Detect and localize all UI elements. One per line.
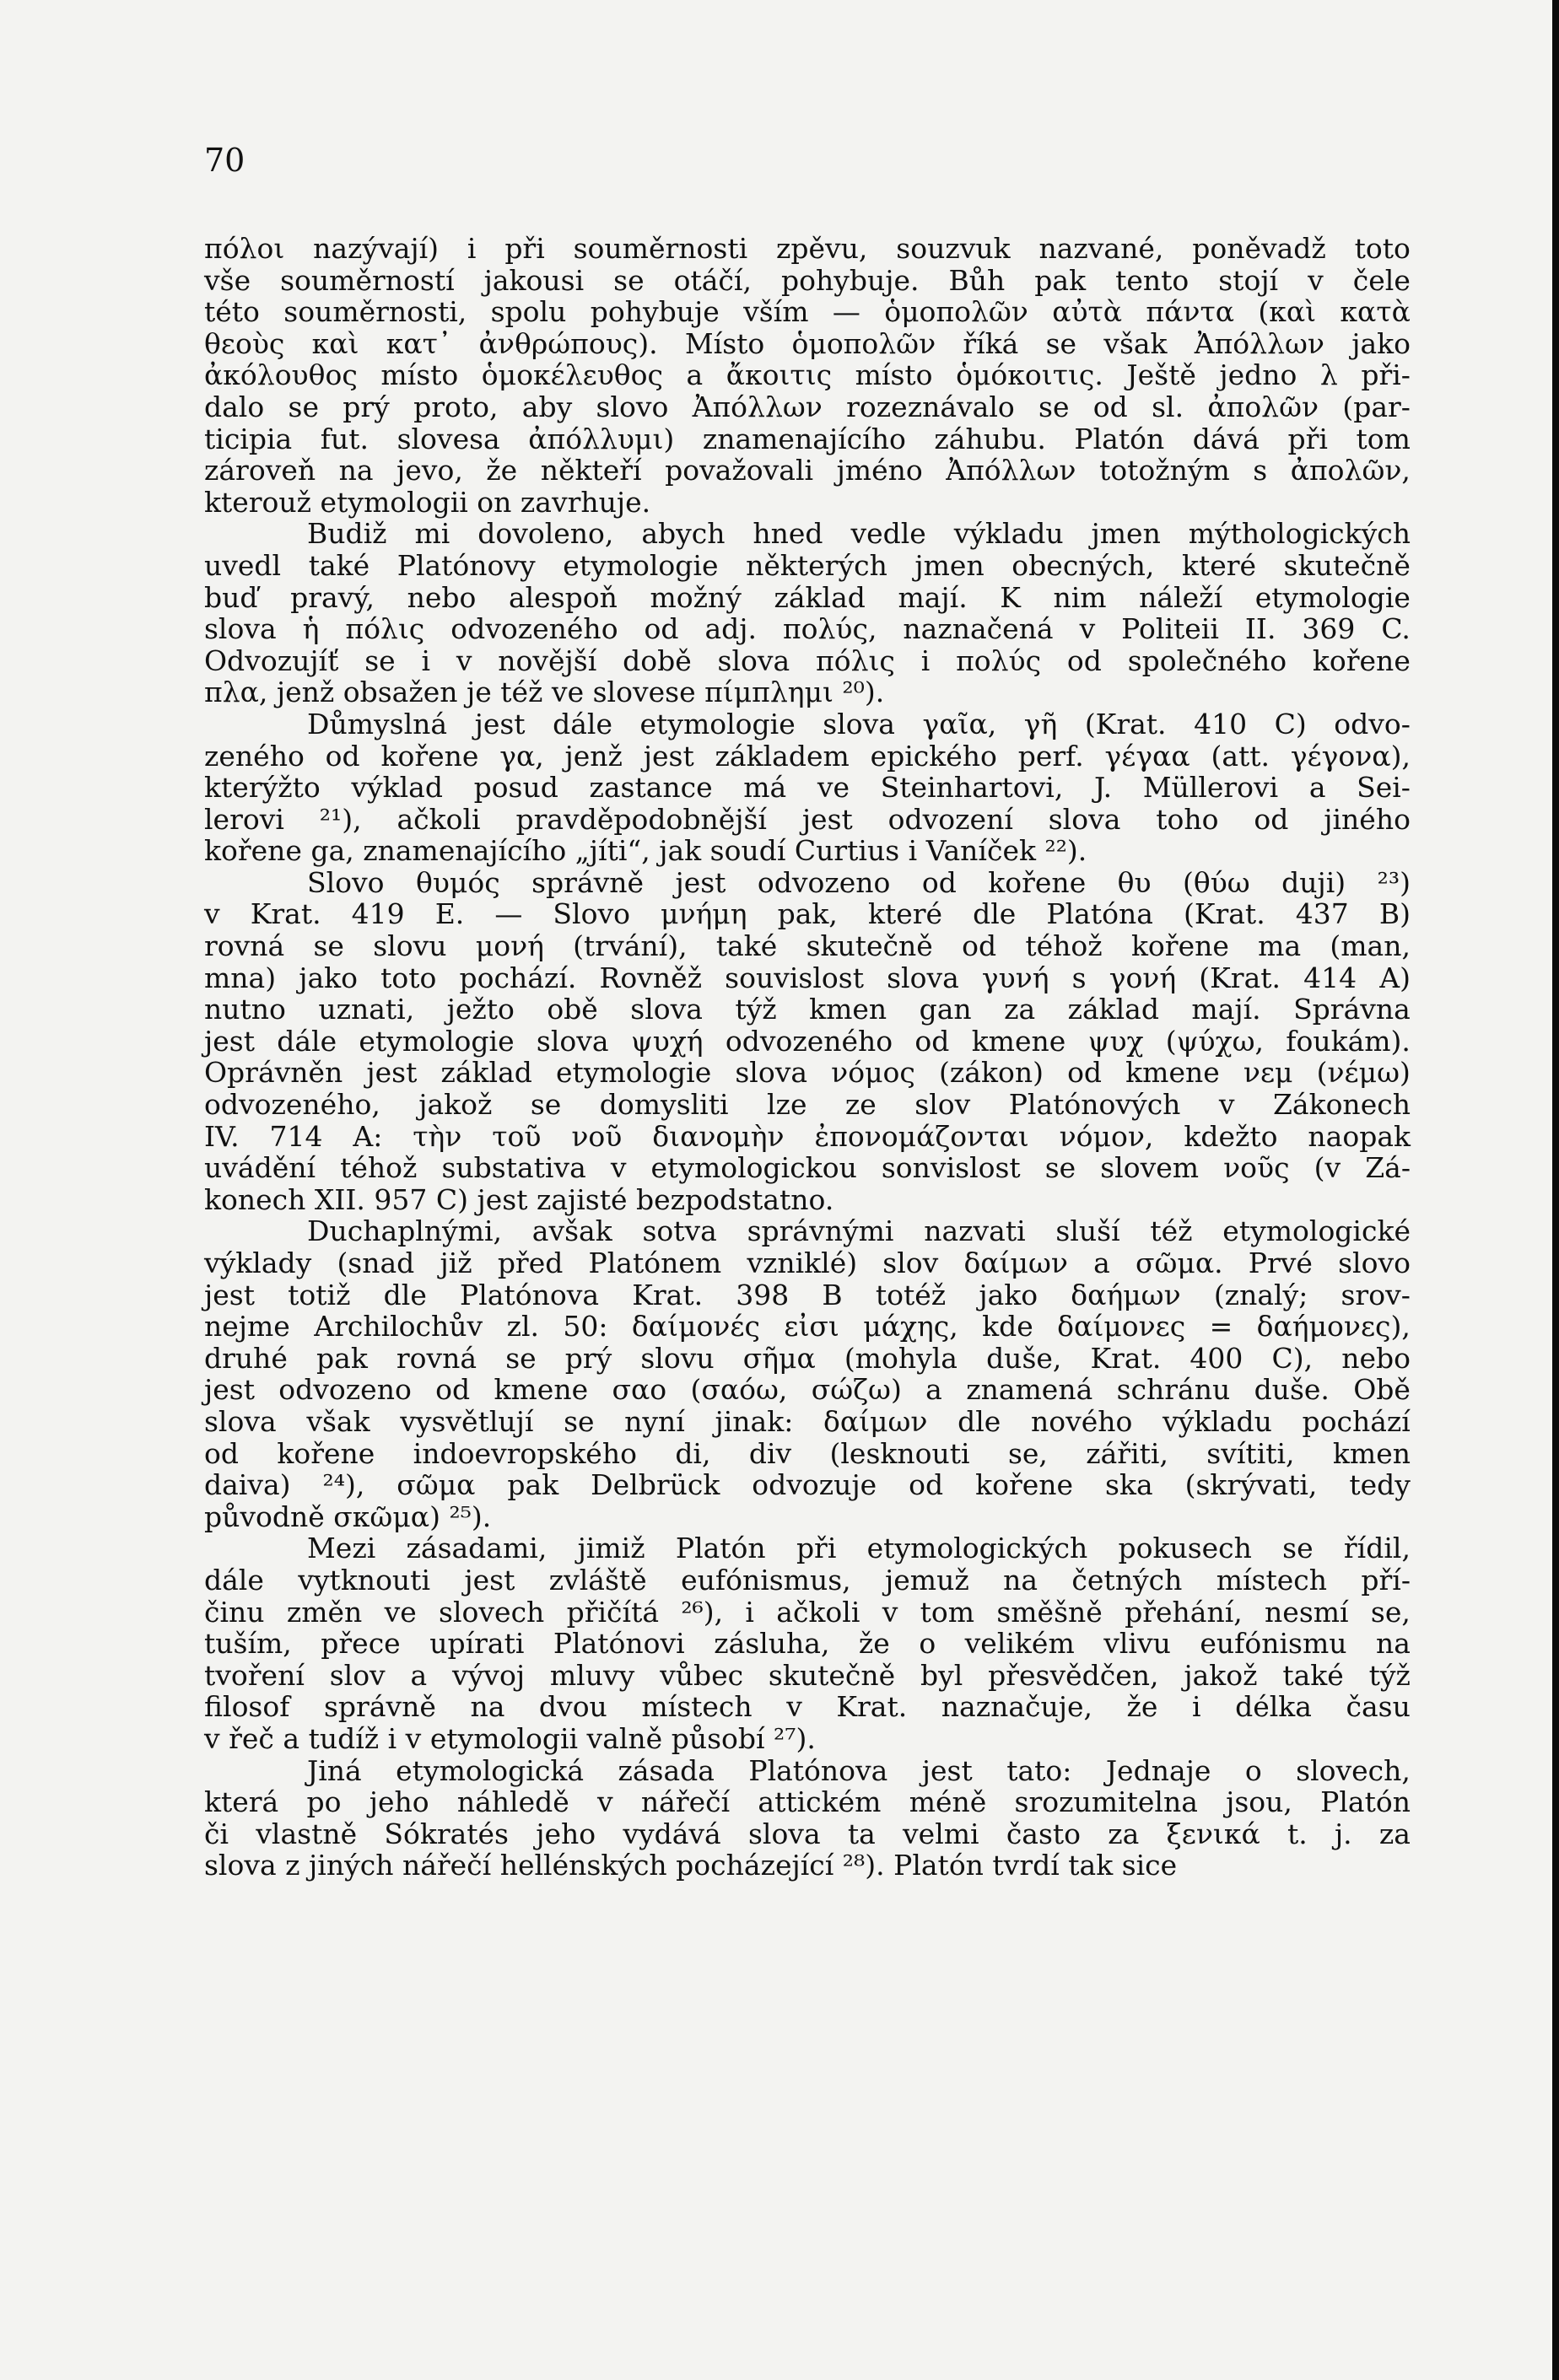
text-line: jest odvozeno od kmene σαο (σαόω, σώζω) a znamená schránu duše. Obě xyxy=(204,1373,1411,1407)
text-line: druhé pak rovná se prý slovu σῆμα (mohyla duše, Krat. 400 C), nebo xyxy=(204,1341,1411,1375)
text-line: slova ἡ πόλις odvozeného od adj. πολύς, naznačená v Politeii II. 369 C. xyxy=(204,612,1411,646)
text-line: v řeč a tudíž i v etymologii valně působí ²⁷). xyxy=(204,1721,816,1755)
text-line: kterýžto výklad posud zastance má ve Steinhartovi, J. Müllerovi a Sei- xyxy=(204,771,1411,805)
text-line: zeného od kořene γα, jenž jest základem epického perf. γέγαα (att. γέγονα), xyxy=(204,739,1411,773)
text-line: rovná se slovu μονή (trvání), také skutečně od téhož kořene ma (man, xyxy=(204,929,1411,963)
text-line: jest totiž dle Platónova Krat. 398 B totéž jako δαήμων (znalý; srov- xyxy=(204,1278,1411,1311)
text-line: Mezi zásadami, jimiž Platón při etymologických pokusech se řídil, xyxy=(307,1532,1411,1565)
text-line: původně σκῶμα) ²⁵). xyxy=(204,1500,492,1533)
body-text xyxy=(204,233,1411,1882)
text-line: konech XII. 957 C) jest zajisté bezpodstatno. xyxy=(204,1182,834,1216)
text-line: či vlastně Sókratés jeho vydává slova ta velmi často za ξενικά t. j. za xyxy=(204,1817,1411,1850)
text-line: θεοὺς καὶ κατ᾽ ἀνθρώπους). Místo ὁμοπολῶν říká se však Ἀπόλλων jako xyxy=(204,326,1411,360)
text-line: vše souměrností jakousi se otáčí, pohybuje. Bůh pak tento stojí v čele xyxy=(204,263,1411,297)
text-line: od kořene indoevropského di, div (lesknouti se, zářiti, svítiti, kmen xyxy=(204,1436,1411,1470)
text-line: Jiná etymologická zásada Platónova jest tato: Jednaje o slovech, xyxy=(307,1753,1411,1787)
text-line: buď pravý, nebo alespoň možný základ mají. K nim náleží etymologie xyxy=(204,580,1411,614)
text-line: zároveň na jevo, že někteří považovali jméno Ἀπόλλων totožným s ἀπολῶν, xyxy=(204,454,1411,487)
text-line: v Krat. 419 E. — Slovo μνήμη pak, které dle Platóna (Krat. 437 B) xyxy=(204,897,1411,931)
text-line: tvoření slov a vývoj mluvy vůbec skutečně byl přesvědčen, jakož také týž xyxy=(204,1658,1411,1692)
text-line: jest dále etymologie slova ψυχή odvozeného od kmene ψυχ (ψύχω, foukám). xyxy=(204,1024,1411,1058)
text-line: Důmyslná jest dále etymologie slova γαῖα, γῆ (Krat. 410 C) odvo- xyxy=(307,707,1411,740)
text-line: odvozeného, jakož se domysliti lze ze slov Platónových v Zákonech xyxy=(204,1088,1411,1122)
text-line: slova však vysvětlují se nyní jinak: δαίμων dle nového výkladu pochází xyxy=(204,1404,1411,1438)
text-line: Duchaplnými, avšak sotva správnými nazvati sluší též etymologické xyxy=(307,1214,1411,1248)
paragraph xyxy=(204,708,1411,867)
text-line: ticipia fut. slovesa ἀπόλλυμι) znamenajícího záhubu. Platón dává při tom xyxy=(204,422,1411,455)
text-line: činu změn ve slovech přičítá ²⁶), i ačkoli v tom směšně přehání, nesmí se, xyxy=(204,1595,1411,1629)
text-line: dále vytknouti jest zvláště eufónismus, jemuž na četných místech pří- xyxy=(204,1563,1411,1597)
text-line: uvedl také Platónovy etymologie některých jmen obecných, které skutečně xyxy=(204,548,1411,582)
text-line: slova z jiných nářečí hellénských pocházející ²⁸). Platón tvrdí tak sice xyxy=(204,1849,1178,1882)
paragraph xyxy=(204,1532,1411,1754)
text-line: této souměrnosti, spolu pohybuje vším — ὁμοπολῶν αὐτὰ πάντα (καὶ κατὰ xyxy=(204,295,1411,329)
text-line: filosof správně na dvou místech v Krat. naznačuje, že i délka času xyxy=(204,1690,1411,1724)
text-line: Budiž mi dovoleno, abych hned vedle výkladu jmen mýthologických xyxy=(307,517,1411,551)
paragraph xyxy=(204,518,1411,708)
text-line: πόλοι nazývají) i při souměrnosti zpěvu, souzvuk nazvané, poněvadž toto xyxy=(204,232,1411,265)
paragraph xyxy=(204,1755,1411,1882)
text-line: uvádění téhož substativa v etymologickou sonvislost se slovem νοῦς (v Zá- xyxy=(204,1151,1411,1185)
text-line: Slovo θυμός správně jest odvozeno od kořene θυ (θύω duji) ²³) xyxy=(307,865,1411,899)
text-line: nutno uznati, ježto obě slova týž kmen gan za základ mají. Správna xyxy=(204,993,1411,1026)
text-line: ἀκόλουθος místo ὁμοκέλευθος a ἄκοιτις místo ὁμόκοιτις. Ještě jedno λ při- xyxy=(204,358,1411,392)
text-line: výklady (snad již před Platónem vzniklé) slov δαίμων a σῶμα. Prvé slovo xyxy=(204,1247,1411,1279)
text-line: daiva) ²⁴), σῶμα pak Delbrück odvozuje od kořene ska (skrývati, tedy xyxy=(204,1468,1411,1502)
text-line: kořene ga, znamenajícího „jíti“, jak soudí Curtius i Vaníček ²²). xyxy=(204,834,1087,868)
paragraph xyxy=(204,1215,1411,1532)
text-line: kterouž etymologii on zavrhuje. xyxy=(204,485,651,519)
scan-edge xyxy=(1552,0,1559,2380)
text-line: dalo se prý proto, aby slovo Ἀπόλλων rozeznávalo se od sl. ἀπολῶν (par- xyxy=(204,390,1411,423)
text-line: Odvozujíť se i v novější době slova πόλις i πολύς od společného kořene xyxy=(204,643,1411,677)
page-number: 70 xyxy=(204,142,245,179)
text-line: nejme Archilochův zl. 50: δαίμονές εἰσι μάχης, kde δαίμονες = δαήμονες), xyxy=(204,1310,1411,1343)
paragraph xyxy=(204,867,1411,1216)
text-line: Oprávněn jest základ etymologie slova νόμος (zákon) od kmene νεμ (νέμω) xyxy=(204,1056,1411,1090)
text-line: IV. 714 A: τὴν τοῦ νοῦ διανομὴν ἐπονομάζονται νόμον, kdežto naopak xyxy=(204,1119,1411,1153)
text-line: mna) jako toto pochází. Rovněž souvislost slova γυνή s γονή (Krat. 414 A) xyxy=(204,961,1411,994)
text-line: lerovi ²¹), ačkoli pravděpodobnější jest odvození slova toho od jiného xyxy=(204,802,1411,836)
text-line: která po jeho náhledě v nářečí attickém méně srozumitelna jsou, Platón xyxy=(204,1785,1411,1819)
text-line: tuším, přece upírati Platónovi zásluha, že o velikém vlivu eufónismu na xyxy=(204,1627,1411,1661)
text-line: πλα, jenž obsažen je též ve slovese πίμπλημι ²⁰). xyxy=(204,676,885,709)
paragraph xyxy=(204,233,1411,518)
